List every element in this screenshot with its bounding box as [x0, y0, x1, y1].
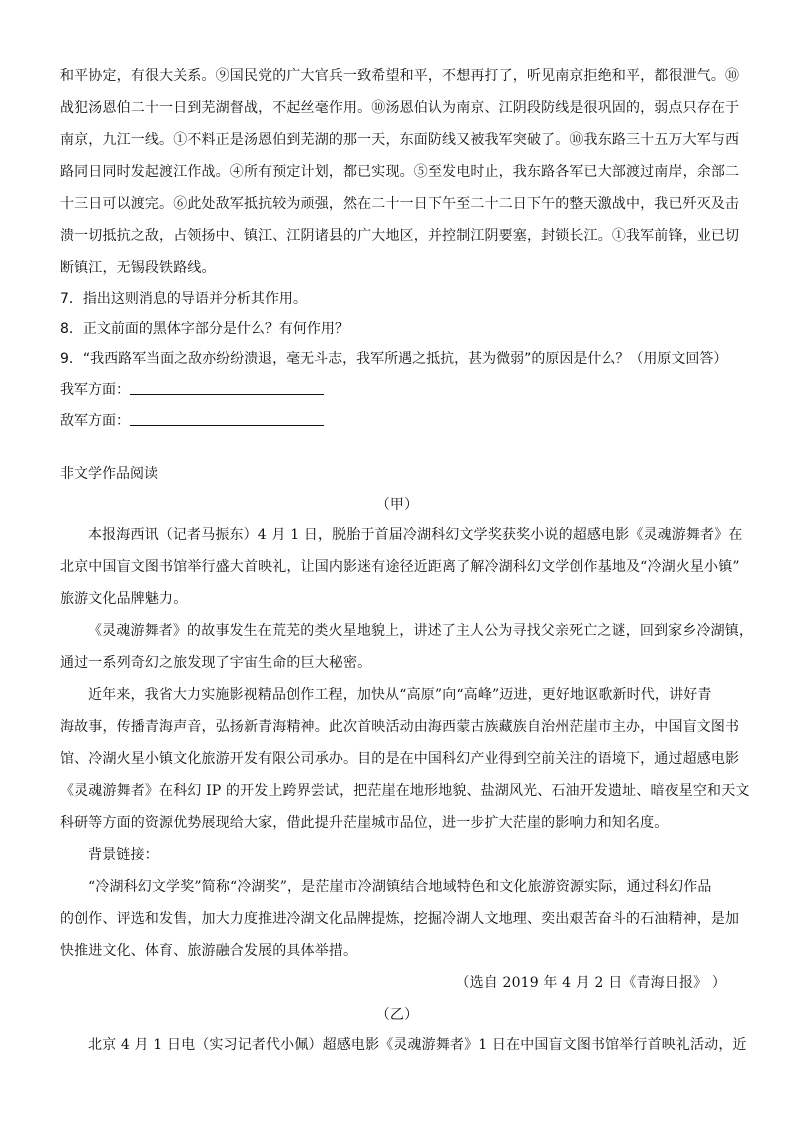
passage-line: 和平协定，有很大关系。⑨国民党的广大官兵一致希望和平，不想再打了，听见南京拒绝和平，都很泄气。⑩ [60, 68, 740, 84]
passage-line: 路同日同时发起渡江作战。④所有预定计划，都已实现。⑤至发电时止，我东路各军已大部渡过南岸，余部二 [60, 164, 740, 180]
article-jia-line: 海故事，传播青海声音，弘扬新青海精神。此次首映活动由海西蒙古族藏族自治州茫崖市主办，中国盲文图书 [60, 719, 740, 735]
passage-line: 溃一切抵抗之敌，占领扬中、镇江、江阴诸县的广大地区，并控制江阴要塞，封锁长江。①我军前锋，业已切 [60, 228, 740, 244]
passage-line: 十三日可以渡完。⑥此处敌军抵抗较为顽强，然在二十一日下午至二十二日下午的整天激战中，我已歼灭及击 [60, 196, 740, 212]
article-yi-line: 北京 4 月 1 日电（实习记者代小佩）超感电影《灵魂游舞者》1 日在中国盲文图书馆举行首映礼活动，近 [88, 1037, 747, 1053]
article-jia-line: 本报海西讯（记者马振东）4 月 1 日，脱胎于首届冷湖科幻文学奖获奖小说的超感电影《灵魂游舞者》在 [88, 527, 743, 543]
article-jia-line: 《灵魂游舞者》的故事发生在荒芜的类火星地貌上，讲述了主人公为寻找父亲死亡之谜，回到家乡冷湖镇， [88, 623, 754, 639]
question-9: 9．“我西路军当面之敌亦纷纷溃退，毫无斗志，我军所遇之抵抗，甚为微弱”的原因是什么？（用原文回答） [60, 351, 728, 367]
article-jia-heading: （甲） [375, 497, 419, 513]
answer-label-ours: 我军方面： [60, 382, 130, 398]
answer-blank-enemy[interactable] [130, 425, 324, 426]
section-title: 非文学作品阅读 [60, 466, 158, 482]
article-jia-line: 馆、冷湖火星小镇文化旅游开发有限公司承办。目的是在中国科幻产业得到空前关注的语境下，通过超感电影 [60, 751, 740, 767]
article-jia-source: （选自 2019 年 4 月 2 日《青海日报》 ） [455, 975, 726, 991]
answer-blank-ours[interactable] [130, 394, 324, 395]
article-jia-line: 《灵魂游舞者》在科幻 IP 的开发上跨界尝试，把茫崖在地形地貌、盐湖风光、石油开发遗址、暗夜星空和天文 [60, 783, 750, 799]
article-jia-line: 科研等方面的资源优势展现给大家，借此提升茫崖城市品位，进一步扩大茫崖的影响力和知名度。 [60, 815, 669, 831]
answer-label-enemy: 敌军方面： [60, 413, 130, 429]
passage-line: 南京，九江一线。①不料正是汤恩伯到芜湖的那一天，东面防线又被我军突破了。⑩我东路三十五万大军与西 [60, 132, 740, 148]
article-yi-heading: （乙） [375, 1007, 419, 1023]
article-jia-line: 通过一系列奇幻之旅发现了宇宙生命的巨大秘密。 [60, 655, 372, 671]
article-jia-line: 北京中国盲文图书馆举行盛大首映礼，让国内影迷有途径近距离了解冷湖科幻文学创作基地及“冷湖火星小镇” [60, 559, 740, 575]
article-jia-line: 快推进文化、体育、旅游融合发展的具体举措。 [60, 943, 358, 959]
background-link-label: 背景链接： [88, 847, 159, 863]
passage-line: 断镇江，无锡段铁路线。 [60, 260, 216, 276]
article-jia-line: 近年来，我省大力实施影视精品创作工程，加快从“高原”向“高峰”迈进，更好地讴歌新时代，讲好青 [88, 687, 712, 703]
article-jia-line: “冷湖科幻文学奖”简称“冷湖奖”，是茫崖市冷湖镇结合地域特色和文化旅游资源实际，通过科幻作品 [88, 879, 712, 895]
article-jia-line: 旅游文化品牌魅力。 [60, 591, 188, 607]
passage-line: 战犯汤恩伯二十一日到芜湖督战，不起丝毫作用。⑩汤恩伯认为南京、江阴段防线是很巩固的，弱点只存在于 [60, 100, 740, 116]
article-jia-line: 的创作、评选和发售，加大力度推进冷湖文化品牌提炼，挖掘冷湖人文地理、奕出艰苦奋斗的石油精神，是加 [60, 911, 740, 927]
question-8: 8．正文前面的黑体字部分是什么？有何作用？ [60, 321, 349, 337]
question-7: 7．指出这则消息的导语并分析其作用。 [60, 291, 307, 307]
